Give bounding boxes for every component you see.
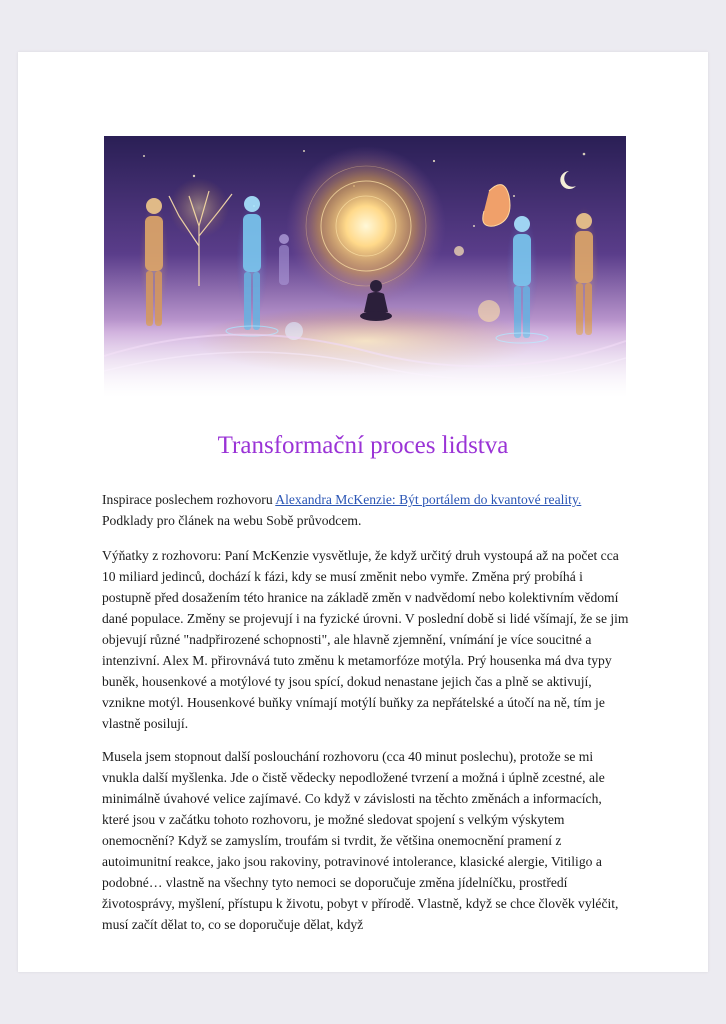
intro-paragraph <box>102 489 632 531</box>
reflection-paragraph <box>102 746 632 935</box>
paragraph-1: Výňatky z rozhovoru: Paní McKenzie vysvětluje, že když určitý druh vystoupá až na počet cca 10 miliard jedinců, dochází k fázi, kdy se musí změnit nebo vymře. Změna prý probíhá i postupně před dosažením této hranice na základě změn v nadvědomí nebo kolektivním vědomí dané populace. Změny se projevují i na fyzické úrovni. V poslední době si lidé všímají, že se jim objevují různé "nadpřirozené schopnosti", ale hlavně zjemnění, vnímání je více soucitné a intenzivní. Alex M. přirovnává tuto změnu k metamorfóze motýla. Prý housenka má dva typy buněk, housenkové a motýlové ty jsou spící, dokud nenastane jejich čas a plně se aktivují, vznikne motýl. Housenkové buňky vnímají motýlí buňky za nepřátelské a útočí na ně, tím je vlastně posilují. <box>102 548 629 731</box>
article-title: Transformační proces lidstva <box>217 432 509 459</box>
cosmic-transformation-image <box>104 136 626 398</box>
interview-link[interactable]: Alexandra McKenzie: Být portálem do kvantové reality. <box>275 492 582 507</box>
intro-source-line: Podklady pro článek na webu Sobě průvodcem. <box>102 513 362 528</box>
paragraph-2: Musela jsem stopnout další poslouchání rozhovoru (cca 40 minut poslechu), protože se mi vnukla další myšlenka. Jde o čistě vědecky nepodložené tvrzení a možná i úplně zcestné, ale minimálně úvahové velice zajímavé. Co když v závislosti na těchto změnách a informacích, které jsou v začátku tohoto rozhovoru, je možné sledovat spojení s velkým výskytem onemocnění? Když se zamyslím, troufám si tvrdit, že většina onemocnění pramení z autoimunitní reakce, jako jsou rakoviny, potravinové intolerance, klasické alergie, Vitiligo a podobné… vlastně na všechny tyto nemoci se doporučuje změna jídelníčku, prostředí životosprávy, myšlení, přístupu k životu, pobyt v přírodě. Vlastně, když se chce člověk vyléčit, musí začít dělat to, co se doporučuje dělat, když <box>102 749 619 932</box>
intro-prefix: Inspirace poslechem rozhovoru <box>102 492 276 507</box>
excerpt-paragraph <box>102 545 632 734</box>
hero-illustration <box>104 136 626 398</box>
document-page <box>18 52 708 972</box>
